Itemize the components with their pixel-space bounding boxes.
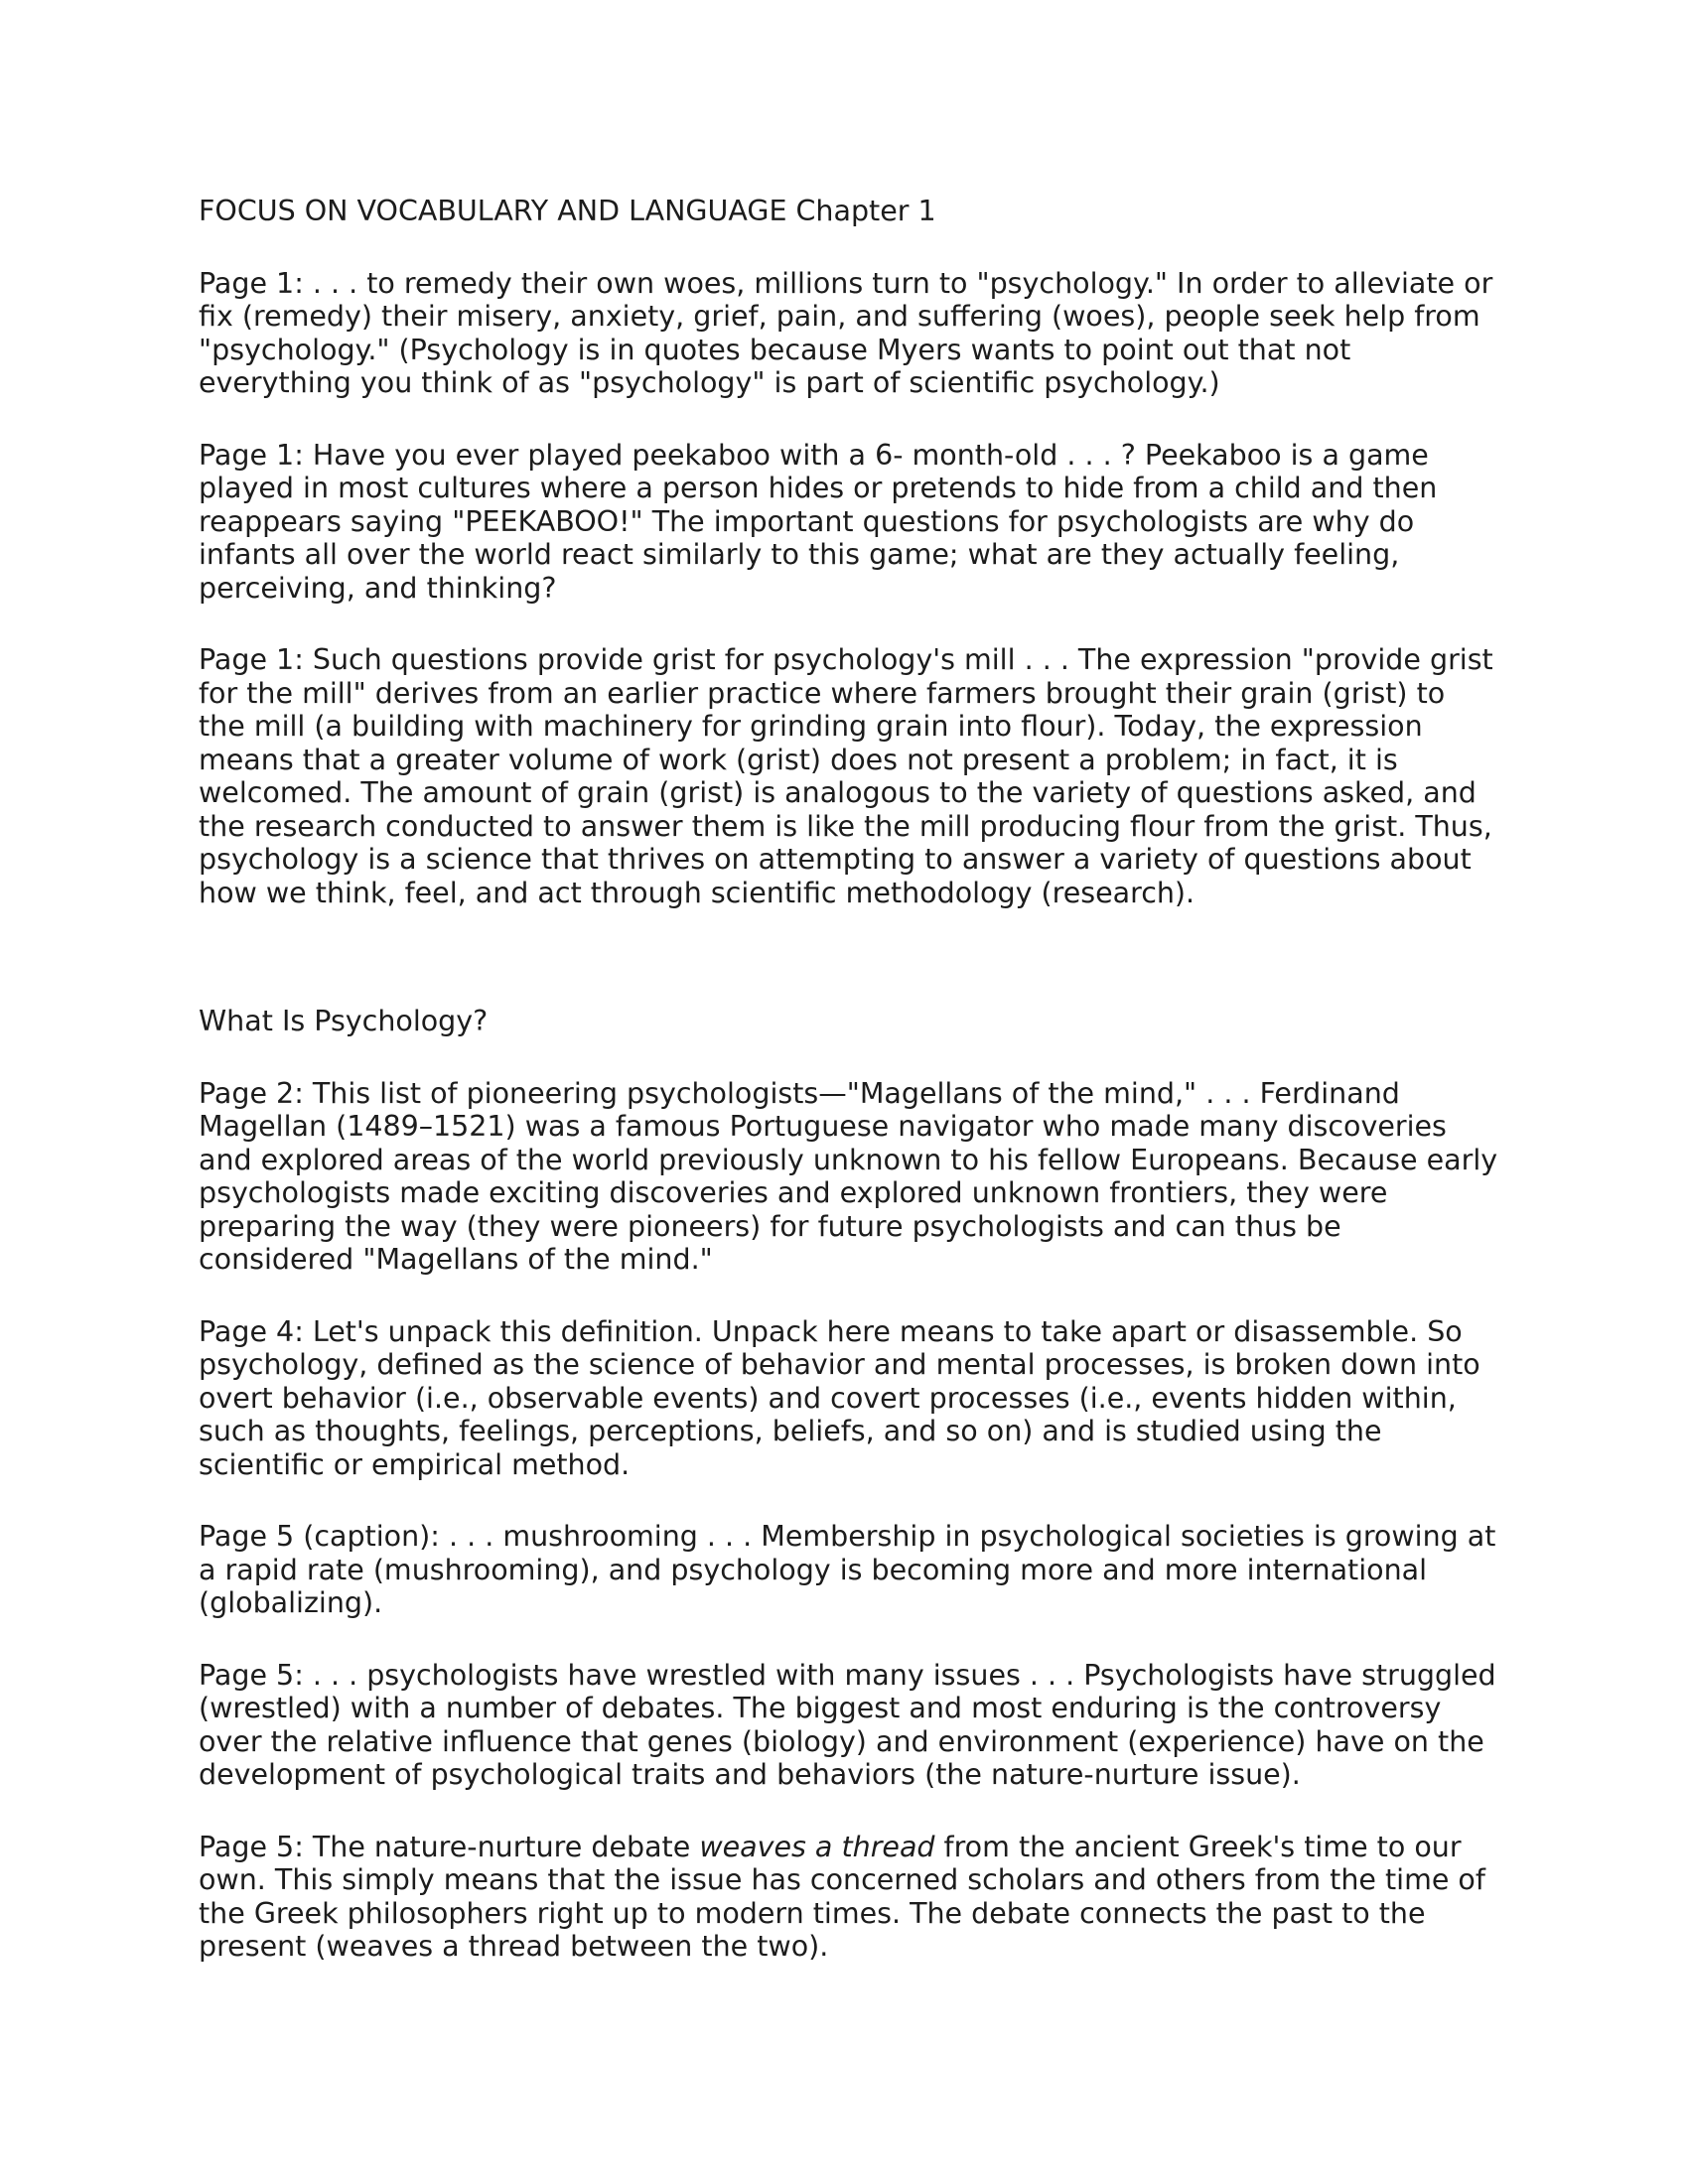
paragraph-peekaboo: Page 1: Have you ever played peekaboo with a 6- month-old . . . ? Peekaboo is a game played in most cultures where a person hides or pretends to hide from a child and then reappears saying "PEEKABOO!" The important questions for psychologists are why do infants all over the world react similarly to this game; what are they actually feeling, perceiving, and thinking? [199,438,1438,605]
paragraph-text-after: from the ancient Greek's time to our own. This simply means that the issue has concerned scholars and others from the time of the Greek philosophers right up to modern times. The debate connects the past to the present (weaves a thread between the two). [199,1830,1485,1963]
paragraph-weaves-thread [199,1831,1499,1964]
paragraph-magellans: Page 2: This list of pioneering psychologists—"Magellans of the mind," . . . Ferdinand Magellan (1489–1521) was a famous Portuguese navigator who made many discoveries and explored areas of the world previously unknown to his fellow Europeans. Because early psychologists made exciting discoveries and explored unknown frontiers, they were preparing the way (they were pioneers) for future psychologists and can thus be considered "Magellans of the mind." [199,1076,1498,1276]
section-heading: What Is Psychology? [199,1005,489,1037]
document-title: FOCUS ON VOCABULARY AND LANGUAGE Chapter 1 [199,195,936,227]
italic-phrase: weaves a thread [699,1830,935,1863]
paragraph-wrestled: Page 5: . . . psychologists have wrestled with many issues . . . Psychologists have struggled (wrestled) with a number of debates. The biggest and most enduring is the controversy over the relative influence that genes (biology) and environment (experience) have on the development of psychological traits and behaviors (the nature-nurture issue). [199,1658,1496,1791]
paragraph-remedy-woes: Page 1: . . . to remedy their own woes, millions turn to "psychology." In order to alleviate or fix (remedy) their misery, anxiety, grief, pain, and suffering (woes), people seek help from "psychology." (Psychology is in quotes because Myers wants to point out that not everything you think of as "psychology" is part of scientific psychology.) [199,266,1493,399]
paragraph-mushrooming: Page 5 (caption): . . . mushrooming . . . Membership in psychological societies is growing at a rapid rate (mushrooming), and psychology is becoming more and more international (globalizing). [199,1520,1496,1619]
paragraph-grist-mill: Page 1: Such questions provide grist for psychology's mill . . . The expression "provide grist for the mill" derives from an earlier practice where farmers brought their grain (grist) to the mill (a building with machinery for grinding grain into flour). Today, the expression means that a greater volume of work (grist) does not present a problem; in fact, it is welcomed. The amount of grain (grist) is analogous to the variety of questions asked, and the research conducted to answer them is like the mill producing flour from the grist. Thus, psychology is a science that thrives on attempting to answer a variety of questions about how we think, feel, and act through scientific methodology (research). [199,643,1493,909]
document-page [199,195,1499,2002]
paragraph-text-before: Page 5: The nature-nurture debate [199,1830,700,1863]
paragraph-unpack: Page 4: Let's unpack this definition. Unpack here means to take apart or disassemble. So psychology, defined as the science of behavior and mental processes, is broken down into overt behavior (i.e., observable events) and covert processes (i.e., events hidden within, such as thoughts, feelings, perceptions, beliefs, and so on) and is studied using the scientific or empirical method. [199,1314,1480,1481]
